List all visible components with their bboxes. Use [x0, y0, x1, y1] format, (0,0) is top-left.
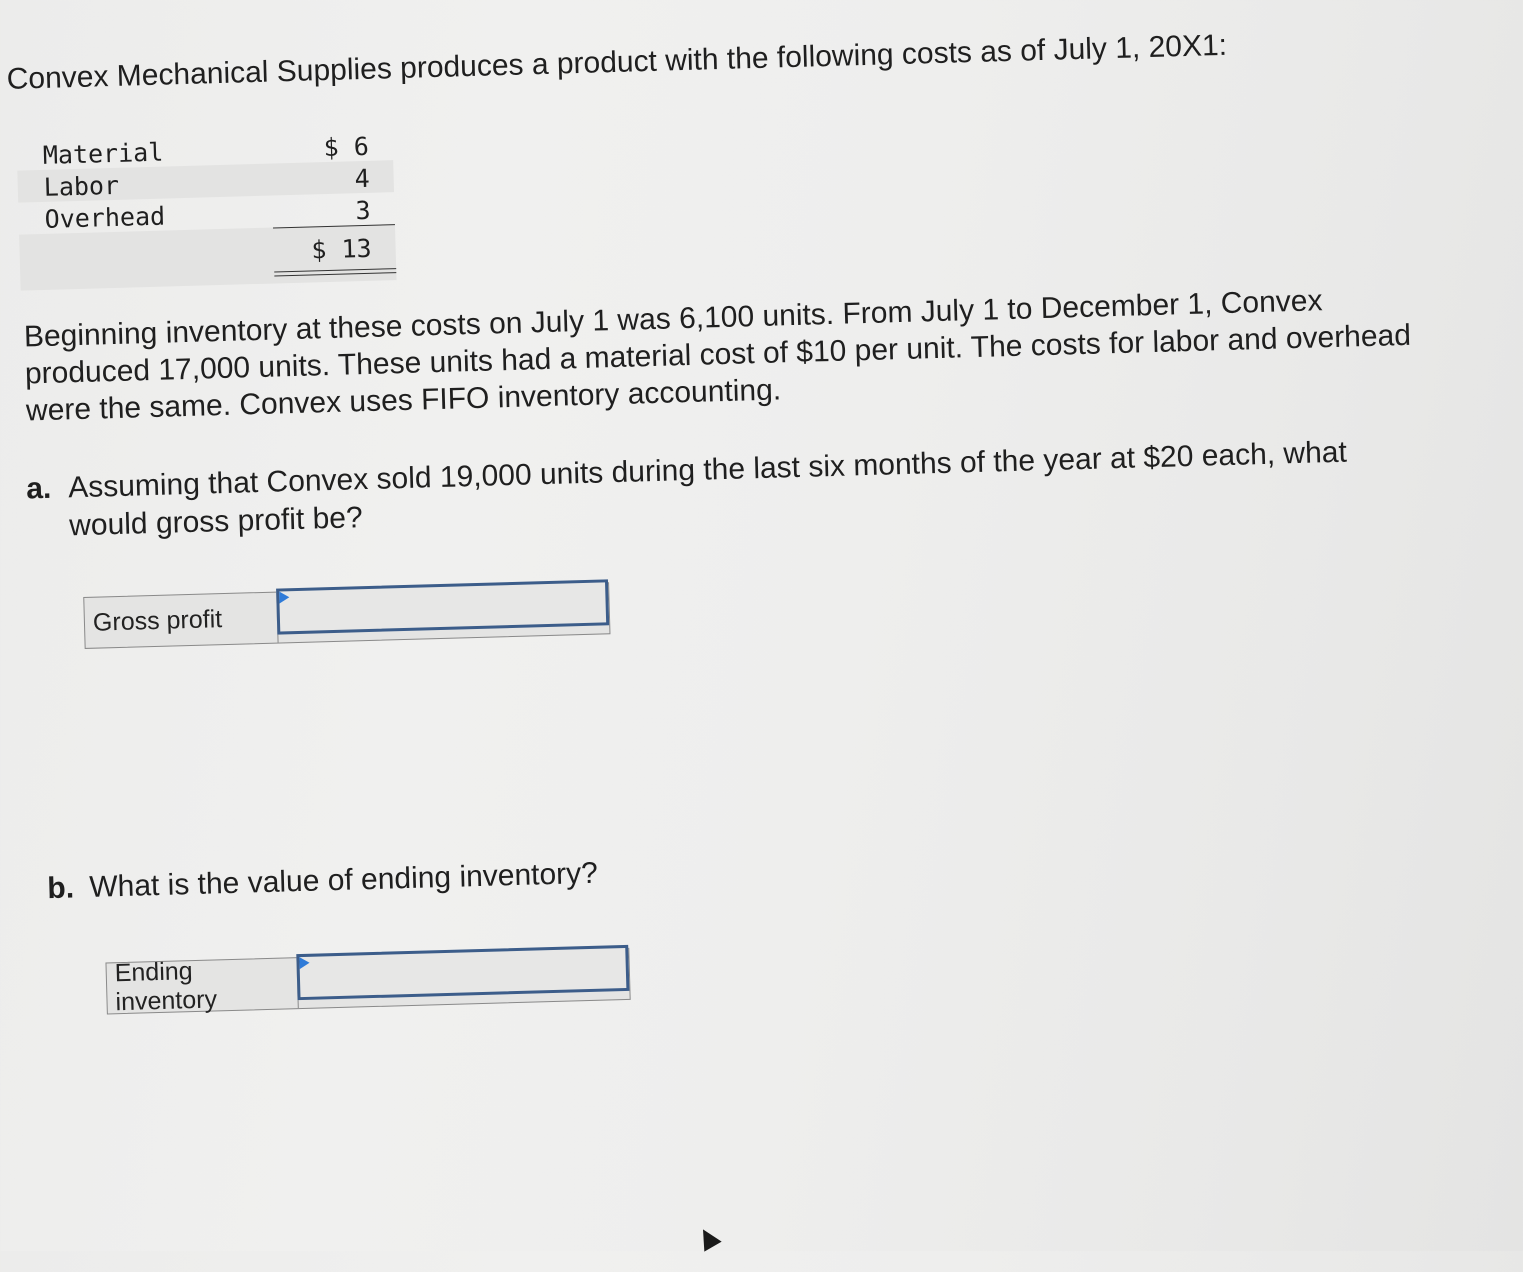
question-a [26, 431, 1438, 550]
gross-profit-row [83, 582, 610, 649]
cost-value-labor: 4 [354, 163, 371, 194]
gross-profit-label: Gross profit [84, 593, 278, 648]
question-a-text: Assuming that Convex sold 19,000 units during the last six months of the year at $20 each, what would gross profit be? [67, 435, 1348, 543]
flag-icon [299, 957, 309, 969]
ending-inventory-label: Ending inventory [106, 958, 298, 1013]
cost-total: $ 13 [311, 233, 373, 265]
cost-value-material: $ 6 [323, 131, 370, 163]
cost-label-material: Material [42, 137, 164, 170]
problem-intro: Convex Mechanical Supplies produces a product with the following costs as of July 1, 20X1: [6, 28, 1228, 96]
ending-inventory-field [297, 949, 629, 1008]
question-b-text: What is the value of ending inventory? [88, 856, 599, 904]
cost-label-overhead: Overhead [44, 201, 166, 234]
question-b [47, 842, 1048, 910]
ending-inventory-input[interactable] [296, 945, 629, 1000]
problem-paragraph: Beginning inventory at these costs on July 1 was 6,100 units. From July 1 to December 1, Convex produced 17,000 units. These units had a material cost of $10 per unit. The costs for labor and overhead were the same. Convex uses FIFO inventory accounting. [23, 284, 1412, 428]
gross-profit-field [277, 583, 609, 642]
question-a-letter: a. [25, 471, 52, 506]
cost-value-overhead: 3 [355, 195, 371, 226]
gross-profit-input[interactable] [276, 579, 609, 634]
cost-table [16, 128, 396, 290]
question-b-letter: b. [46, 871, 75, 906]
cost-label-labor: Labor [43, 170, 120, 202]
flag-icon [279, 591, 289, 603]
ending-inventory-row [105, 948, 630, 1015]
